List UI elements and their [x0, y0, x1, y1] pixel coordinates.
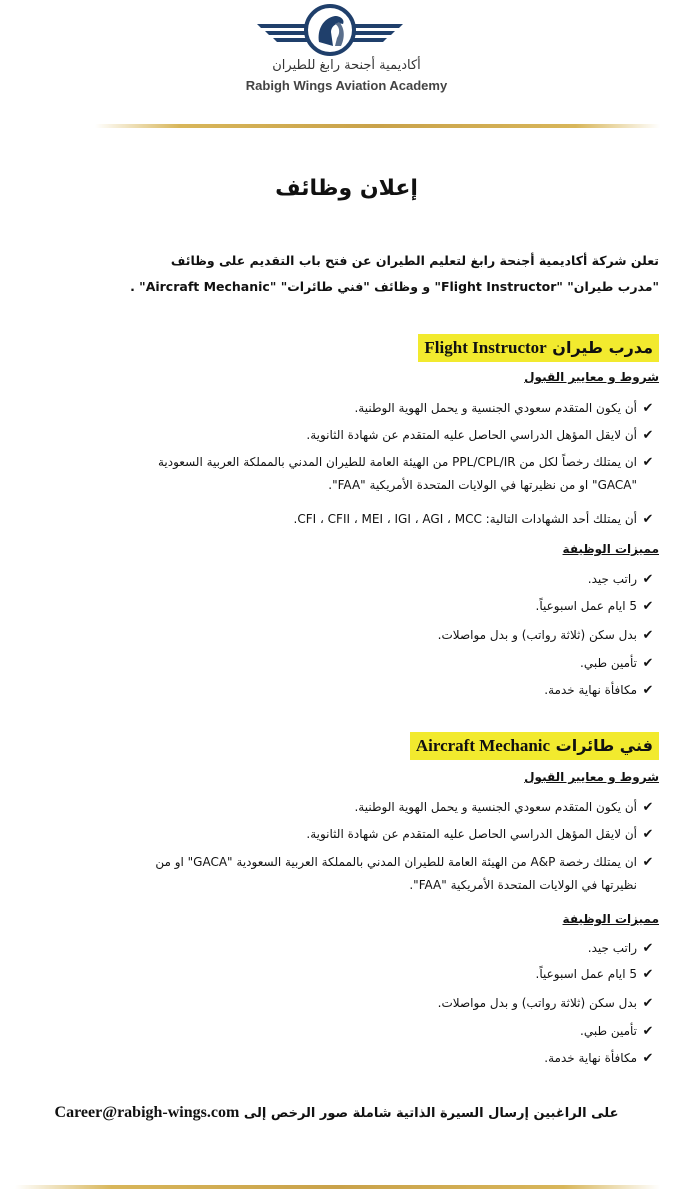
check-icon: ✔ [642, 800, 654, 815]
header [0, 0, 675, 110]
page-title: إعلان وظائف [275, 176, 418, 201]
list-item: ✔مكافأة نهاية خدمة. [14, 679, 659, 702]
list-item: ✔5 ايام عمل اسبوعياً. [14, 963, 659, 986]
intro-line: "مدرب طيران" "Flight Instructor" و وظائف "فني طائرات" "Aircraft Mechanic" . [130, 279, 659, 294]
check-icon: ✔ [642, 996, 654, 1011]
email-link[interactable]: Career@rabigh-wings.com [54, 1104, 240, 1121]
check-icon: ✔ [642, 628, 654, 643]
list-item: ✔5 ايام عمل اسبوعياً. [14, 595, 659, 618]
list-item: ✔أن لايقل المؤهل الدراسي الحاصل عليه المتقدم عن شهادة الثانوية. [14, 823, 659, 846]
check-icon: ✔ [642, 827, 654, 842]
list-item: ✔بدل سكن (ثلاثة رواتب) و بدل مواصلات. [14, 624, 659, 647]
list-item: ✔أن يكون المتقدم سعودي الجنسية و يحمل الهوية الوطنية. [14, 397, 659, 420]
check-icon: ✔ [642, 572, 654, 587]
list-item: ✔راتب جيد. [14, 568, 659, 591]
job-title-en: Aircraft Mechanic [415, 736, 551, 755]
list-item: ✔راتب جيد. [14, 937, 659, 960]
check-icon: ✔ [642, 855, 654, 870]
gold-divider [95, 124, 660, 128]
intro-line: تعلن شركة أكاديمية أجنحة رابغ لتعليم الطيران عن فتح باب التقديم على وظائف [170, 253, 659, 268]
check-icon: ✔ [642, 1051, 654, 1066]
wings-logo-icon [255, 2, 405, 60]
list-item: ✔أن يكون المتقدم سعودي الجنسية و يحمل الهوية الوطنية. [14, 796, 659, 819]
logo-english-name: Rabigh Wings Aviation Academy [245, 78, 448, 93]
check-icon: ✔ [642, 656, 654, 671]
check-icon: ✔ [642, 683, 654, 698]
list-item: ✔تأمين طبي. [14, 1020, 659, 1043]
logo-arabic-name: أكاديمية أجنحة رابغ للطيران [272, 58, 421, 73]
job-title-ar: مدرب طيران [552, 338, 653, 357]
check-icon: ✔ [642, 401, 654, 416]
benefits-heading: مميزات الوظيفة [562, 542, 659, 556]
intro-paragraph [19, 248, 659, 300]
list-item: ✔أن يمتلك أحد الشهادات التالية: CFI ، CFII ، MEI ، IGI ، AGI ، MCC. [14, 508, 659, 531]
check-icon: ✔ [642, 428, 654, 443]
job-title-ar: فني طائرات [555, 736, 653, 755]
check-icon: ✔ [642, 941, 654, 956]
list-item: ✔ان يمتلك رخصة A&P من الهيئة العامة للطيران المدني بالمملكة العربية السعودية "GACA" او من نظيرتها في الولايات المتحدة الأمريكية "FAA". [14, 851, 659, 896]
list-item: ✔أن لايقل المؤهل الدراسي الحاصل عليه المتقدم عن شهادة الثانوية. [14, 424, 659, 447]
check-icon: ✔ [642, 599, 654, 614]
job-title-en: Flight Instructor [424, 338, 547, 357]
check-icon: ✔ [642, 967, 654, 982]
list-item: ✔ان يمتلك رخصاً لكل من PPL/CPL/IR من الهيئة العامة للطيران المدني بالمملكة العربية السعودية "GACA" او من نظيرتها في الولايات المتحدة الأمريكية "FAA". [14, 451, 659, 496]
list-item: ✔بدل سكن (ثلاثة رواتب) و بدل مواصلات. [14, 992, 659, 1015]
job-title-aircraft-mechanic [410, 732, 659, 760]
check-icon: ✔ [642, 455, 654, 470]
check-icon: ✔ [642, 1024, 654, 1039]
list-item: ✔مكافأة نهاية خدمة. [14, 1047, 659, 1070]
footer-text: على الراغبين إرسال السيرة الذاتية شاملة صور الرخص إلى [243, 1106, 619, 1121]
requirements-heading: شروط و معايير القبول [524, 370, 659, 384]
list-item: ✔تأمين طبي. [14, 652, 659, 675]
benefits-heading: مميزات الوظيفة [562, 912, 659, 926]
check-icon: ✔ [642, 512, 654, 527]
gold-divider [15, 1185, 660, 1189]
requirements-heading: شروط و معايير القبول [524, 770, 659, 784]
job-title-flight-instructor [418, 334, 659, 362]
footer-contact [14, 1104, 659, 1122]
